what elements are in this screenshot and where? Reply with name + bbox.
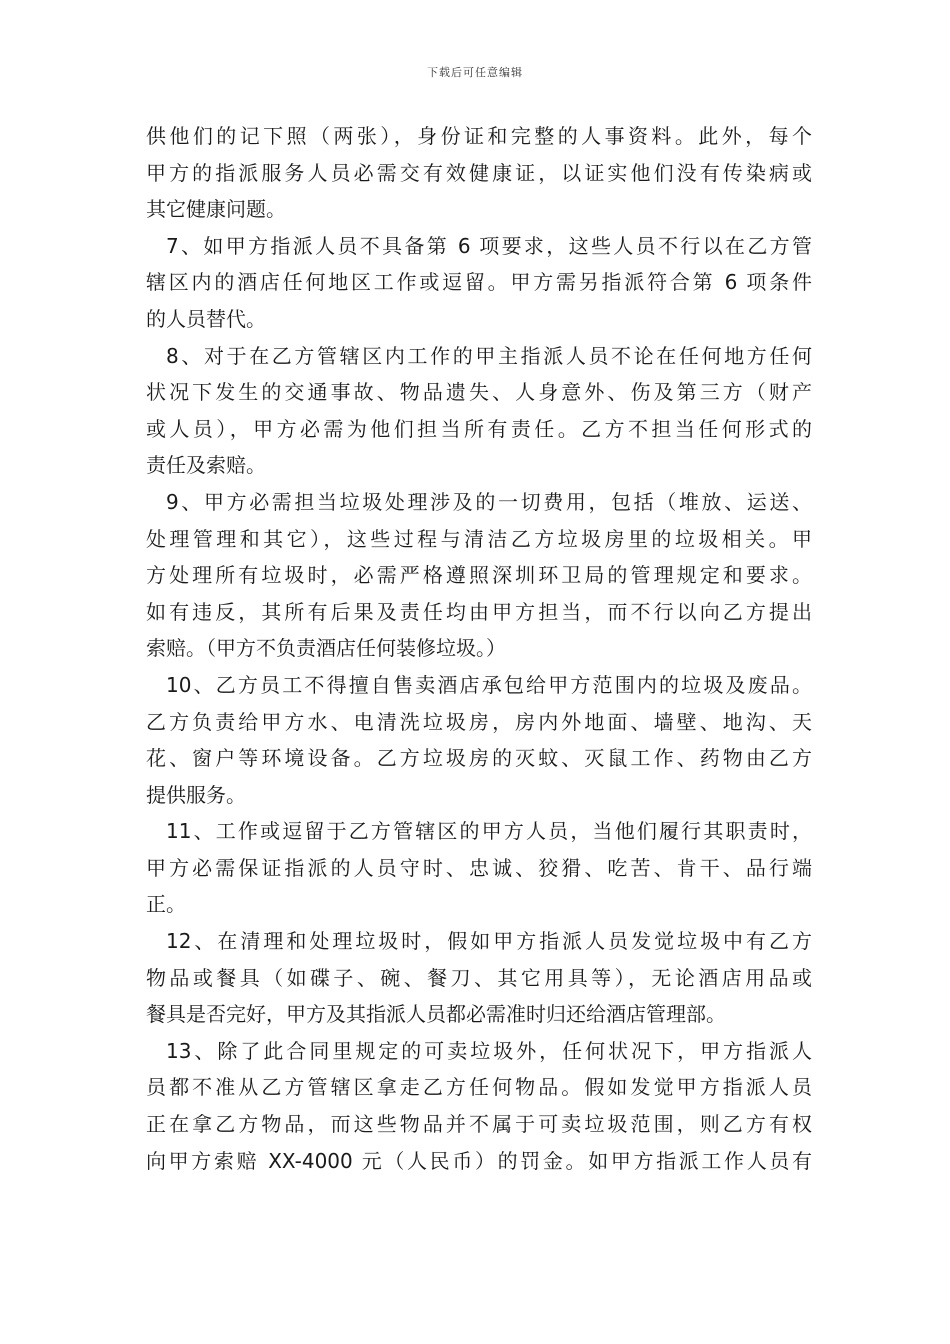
text-line: 提供服务。 <box>146 782 246 807</box>
text-line: 索赔。（甲方不负责酒店任何装修垃圾。） <box>146 636 506 661</box>
text-line: 乙方负责给甲方水、电清洗垃圾房，房内外地面、墙壁、地沟、天 <box>146 709 812 734</box>
text-line: 向甲方索赔 XX-4000 元（人民币）的罚金。如甲方指派工作人员有 <box>146 1148 812 1173</box>
text-line: 辖区内的酒店任何地区工作或逗留。甲方需另指派符合第 6 项条件 <box>146 270 812 295</box>
text-line: 责任及索赔。 <box>146 453 266 478</box>
text-line: 供他们的记下照（两张），身份证和完整的人事资料。此外，每个 <box>146 124 812 148</box>
text-line: 正在拿乙方物品，而这些物品并不属于可卖垃圾范围，则乙方有权 <box>146 1112 812 1137</box>
text-line: 10、乙方员工不得擅自售卖酒店承包给甲方范围内的垃圾及废品。 <box>166 672 812 697</box>
text-line: 状况下发生的交通事故、物品遗失、人身意外、伤及第三方（财产 <box>146 380 812 405</box>
text-line: 正。 <box>146 892 186 917</box>
text-line: 的人员替代。 <box>146 306 266 331</box>
text-line: 12、在清理和处理垃圾时，假如甲方指派人员发觉垃圾中有乙方 <box>166 929 812 954</box>
page-header-note: 下载后可任意编辑 <box>427 66 523 79</box>
text-line: 甲方必需保证指派的人员守时、忠诚、狡猾、吃苦、肯干、品行端 <box>146 855 812 880</box>
text-line: 处理管理和其它），这些过程与清洁乙方垃圾房里的垃圾相关。甲 <box>146 526 812 551</box>
text-line: 13、除了此合同里规定的可卖垃圾外，任何状况下，甲方指派人 <box>166 1038 812 1063</box>
text-line: 11、工作或逗留于乙方管辖区的甲方人员，当他们履行其职责时， <box>166 819 812 844</box>
text-line: 方处理所有垃圾时，必需严格遵照深圳环卫局的管理规定和要求。 <box>146 563 812 588</box>
text-line: 其它健康问题。 <box>146 197 286 222</box>
document-body <box>146 118 812 1179</box>
text-line: 物品或餐具（如碟子、碗、餐刀、其它用具等），无论酒店用品或 <box>146 965 812 990</box>
text-line: 餐具是否完好，甲方及其指派人员都必需准时归还给酒店管理部。 <box>146 1002 726 1027</box>
text-line: 如有违反，其所有后果及责任均由甲方担当，而不行以向乙方提出 <box>146 599 812 624</box>
text-line: 员都不准从乙方管辖区拿走乙方任何物品。假如发觉甲方指派人员 <box>146 1075 812 1100</box>
text-line: 甲方的指派服务人员必需交有效健康证，以证实他们没有传染病或 <box>146 160 812 185</box>
text-line: 7、如甲方指派人员不具备第 6 项要求，这些人员不行以在乙方管 <box>166 233 812 258</box>
text-line: 花、窗户等环境设备。乙方垃圾房的灭蚊、灭鼠工作、药物由乙方 <box>146 746 812 771</box>
text-line: 8、对于在乙方管辖区内工作的甲主指派人员不论在任何地方任何 <box>166 343 812 368</box>
text-line: 或人员），甲方必需为他们担当所有责任。乙方不担当任何形式的 <box>146 416 812 441</box>
text-line: 9、甲方必需担当垃圾处理涉及的一切费用，包括（堆放、运送、 <box>166 489 812 514</box>
